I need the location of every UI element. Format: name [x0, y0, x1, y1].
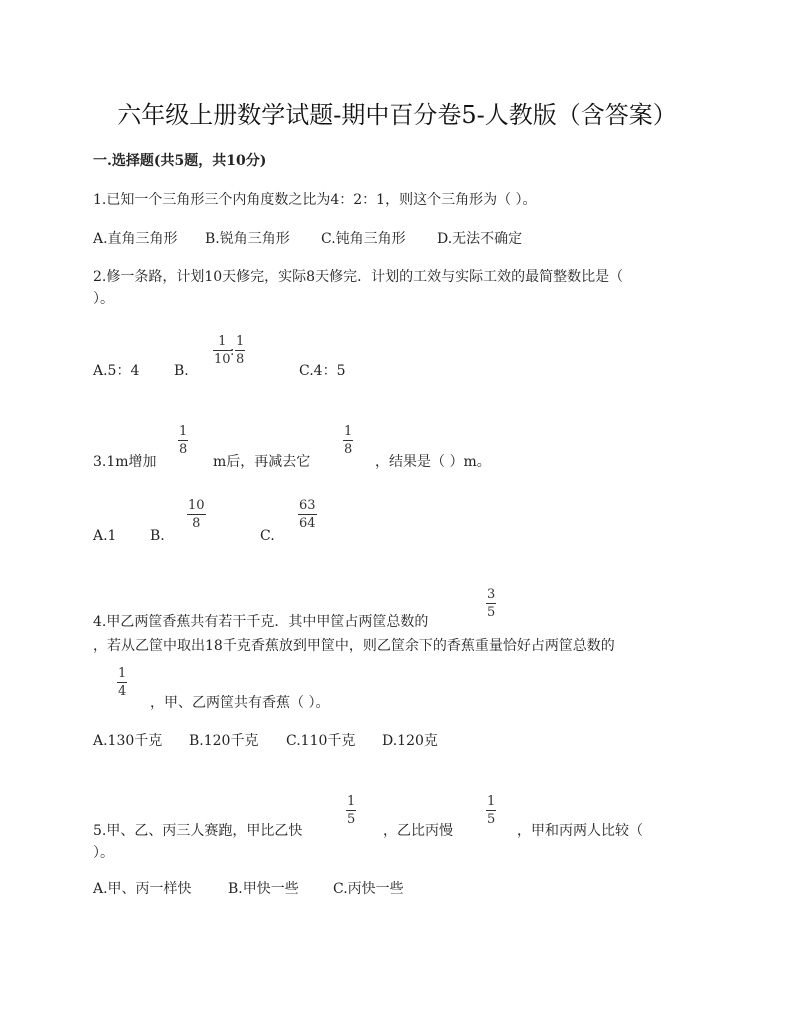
question-3-lead: 3.1m增加	[93, 454, 157, 470]
q4-option-b: B.120千克	[189, 733, 259, 749]
fraction-numerator: 1	[218, 334, 227, 349]
q2-fraction-one-eighth	[235, 334, 245, 367]
fraction-denominator: 5	[487, 812, 496, 827]
fraction-bar	[343, 440, 353, 441]
q3-fraction-2	[343, 424, 353, 457]
q2-option-c: C.4：5	[299, 363, 346, 379]
q3-fraction-c	[298, 498, 317, 531]
question-3-tail: ，结果是（ ）m。	[375, 454, 491, 470]
q4-fraction-2	[117, 666, 127, 699]
q3-fraction-1	[178, 424, 188, 457]
page-title: 六年级上册数学试题-期中百分卷5-人教版（含答案）	[117, 101, 677, 129]
fraction-numerator: 1	[487, 794, 496, 809]
q5-option-b: B.甲快一些	[228, 881, 299, 897]
fraction-bar	[235, 350, 245, 351]
fraction-bar	[213, 350, 232, 351]
question-5-mid: ，乙比丙慢	[383, 823, 453, 839]
q1-option-b: B.锐角三角形	[205, 231, 290, 247]
fraction-denominator: 8	[192, 516, 201, 531]
fraction-bar	[117, 682, 127, 683]
q1-option-a: A.直角三角形	[93, 231, 178, 247]
question-5-tail: ，甲和丙两人比较（	[517, 823, 643, 839]
fraction-denominator: 8	[179, 442, 188, 457]
fraction-denominator: 64	[299, 516, 316, 531]
q2-option-b-label: B.	[174, 363, 189, 379]
fraction-numerator: 1	[118, 666, 127, 681]
fraction-bar	[486, 603, 496, 604]
q4-option-a: A.130千克	[93, 733, 163, 749]
question-5-line2: ）。	[93, 845, 114, 861]
fraction-bar	[178, 440, 188, 441]
fraction-numerator: 1	[344, 424, 353, 439]
fraction-numerator: 1	[236, 334, 245, 349]
q5-option-c: C.丙快一些	[333, 881, 404, 897]
q2-option-a: A.5：4	[93, 363, 140, 379]
fraction-denominator: 4	[118, 684, 127, 699]
q2-ratio-colon: :	[230, 344, 235, 359]
q4-option-d: D.120克	[382, 733, 438, 749]
fraction-denominator: 5	[487, 605, 496, 620]
question-4-line1: 4.甲乙两筐香蕉共有若干千克．其中甲筐占两筐总数的	[93, 614, 429, 630]
q2-fraction-one-tenth	[213, 334, 235, 367]
q3-option-b-label: B.	[150, 528, 165, 544]
fraction-numerator: 1	[347, 794, 356, 809]
q3-fraction-b	[187, 498, 206, 531]
question-1-text: 1.已知一个三角形三个内角度数之比为4：2：1，则这个三角形为（ ）。	[93, 192, 537, 208]
q5-fraction-2	[486, 794, 496, 827]
q1-option-c: C.钝角三角形	[321, 231, 406, 247]
fraction-bar	[486, 810, 496, 811]
fraction-denominator: 5	[347, 812, 356, 827]
q4-option-c: C.110千克	[286, 733, 356, 749]
q3-option-c-label: C.	[260, 528, 275, 544]
fraction-denominator: 10	[214, 352, 231, 367]
question-3-mid: m后，再减去它	[213, 454, 311, 470]
fraction-numerator: 3	[487, 587, 496, 602]
q4-fraction-1	[486, 587, 496, 620]
q3-option-a: A.1	[93, 528, 117, 544]
fraction-denominator: 8	[236, 352, 245, 367]
question-4-line3: ，甲、乙两筐共有香蕉（ ）。	[150, 695, 330, 711]
section-heading: 一.选择题(共5题，共10分)	[93, 153, 267, 169]
question-2-line2: ）。	[93, 291, 114, 307]
fraction-bar	[298, 514, 317, 515]
fraction-numerator: 63	[299, 498, 316, 513]
fraction-numerator: 10	[188, 498, 205, 513]
fraction-bar	[187, 514, 206, 515]
fraction-numerator: 1	[179, 424, 188, 439]
question-2-line1: 2.修一条路，计划10天修完，实际8天修完．计划的工效与实际工效的最简整数比是（	[93, 269, 624, 285]
fraction-denominator: 8	[344, 442, 353, 457]
fraction-bar	[346, 810, 356, 811]
q5-option-a: A.甲、丙一样快	[93, 881, 192, 897]
q1-option-d: D.无法不确定	[437, 231, 523, 247]
q5-fraction-1	[346, 794, 356, 827]
question-4-line2: ，若从乙筐中取出18千克香蕉放到甲筐中，则乙筐余下的香蕉重量恰好占两筐总数的	[93, 638, 615, 654]
question-5-lead: 5.甲、乙、丙三人赛跑，甲比乙快	[93, 823, 303, 839]
